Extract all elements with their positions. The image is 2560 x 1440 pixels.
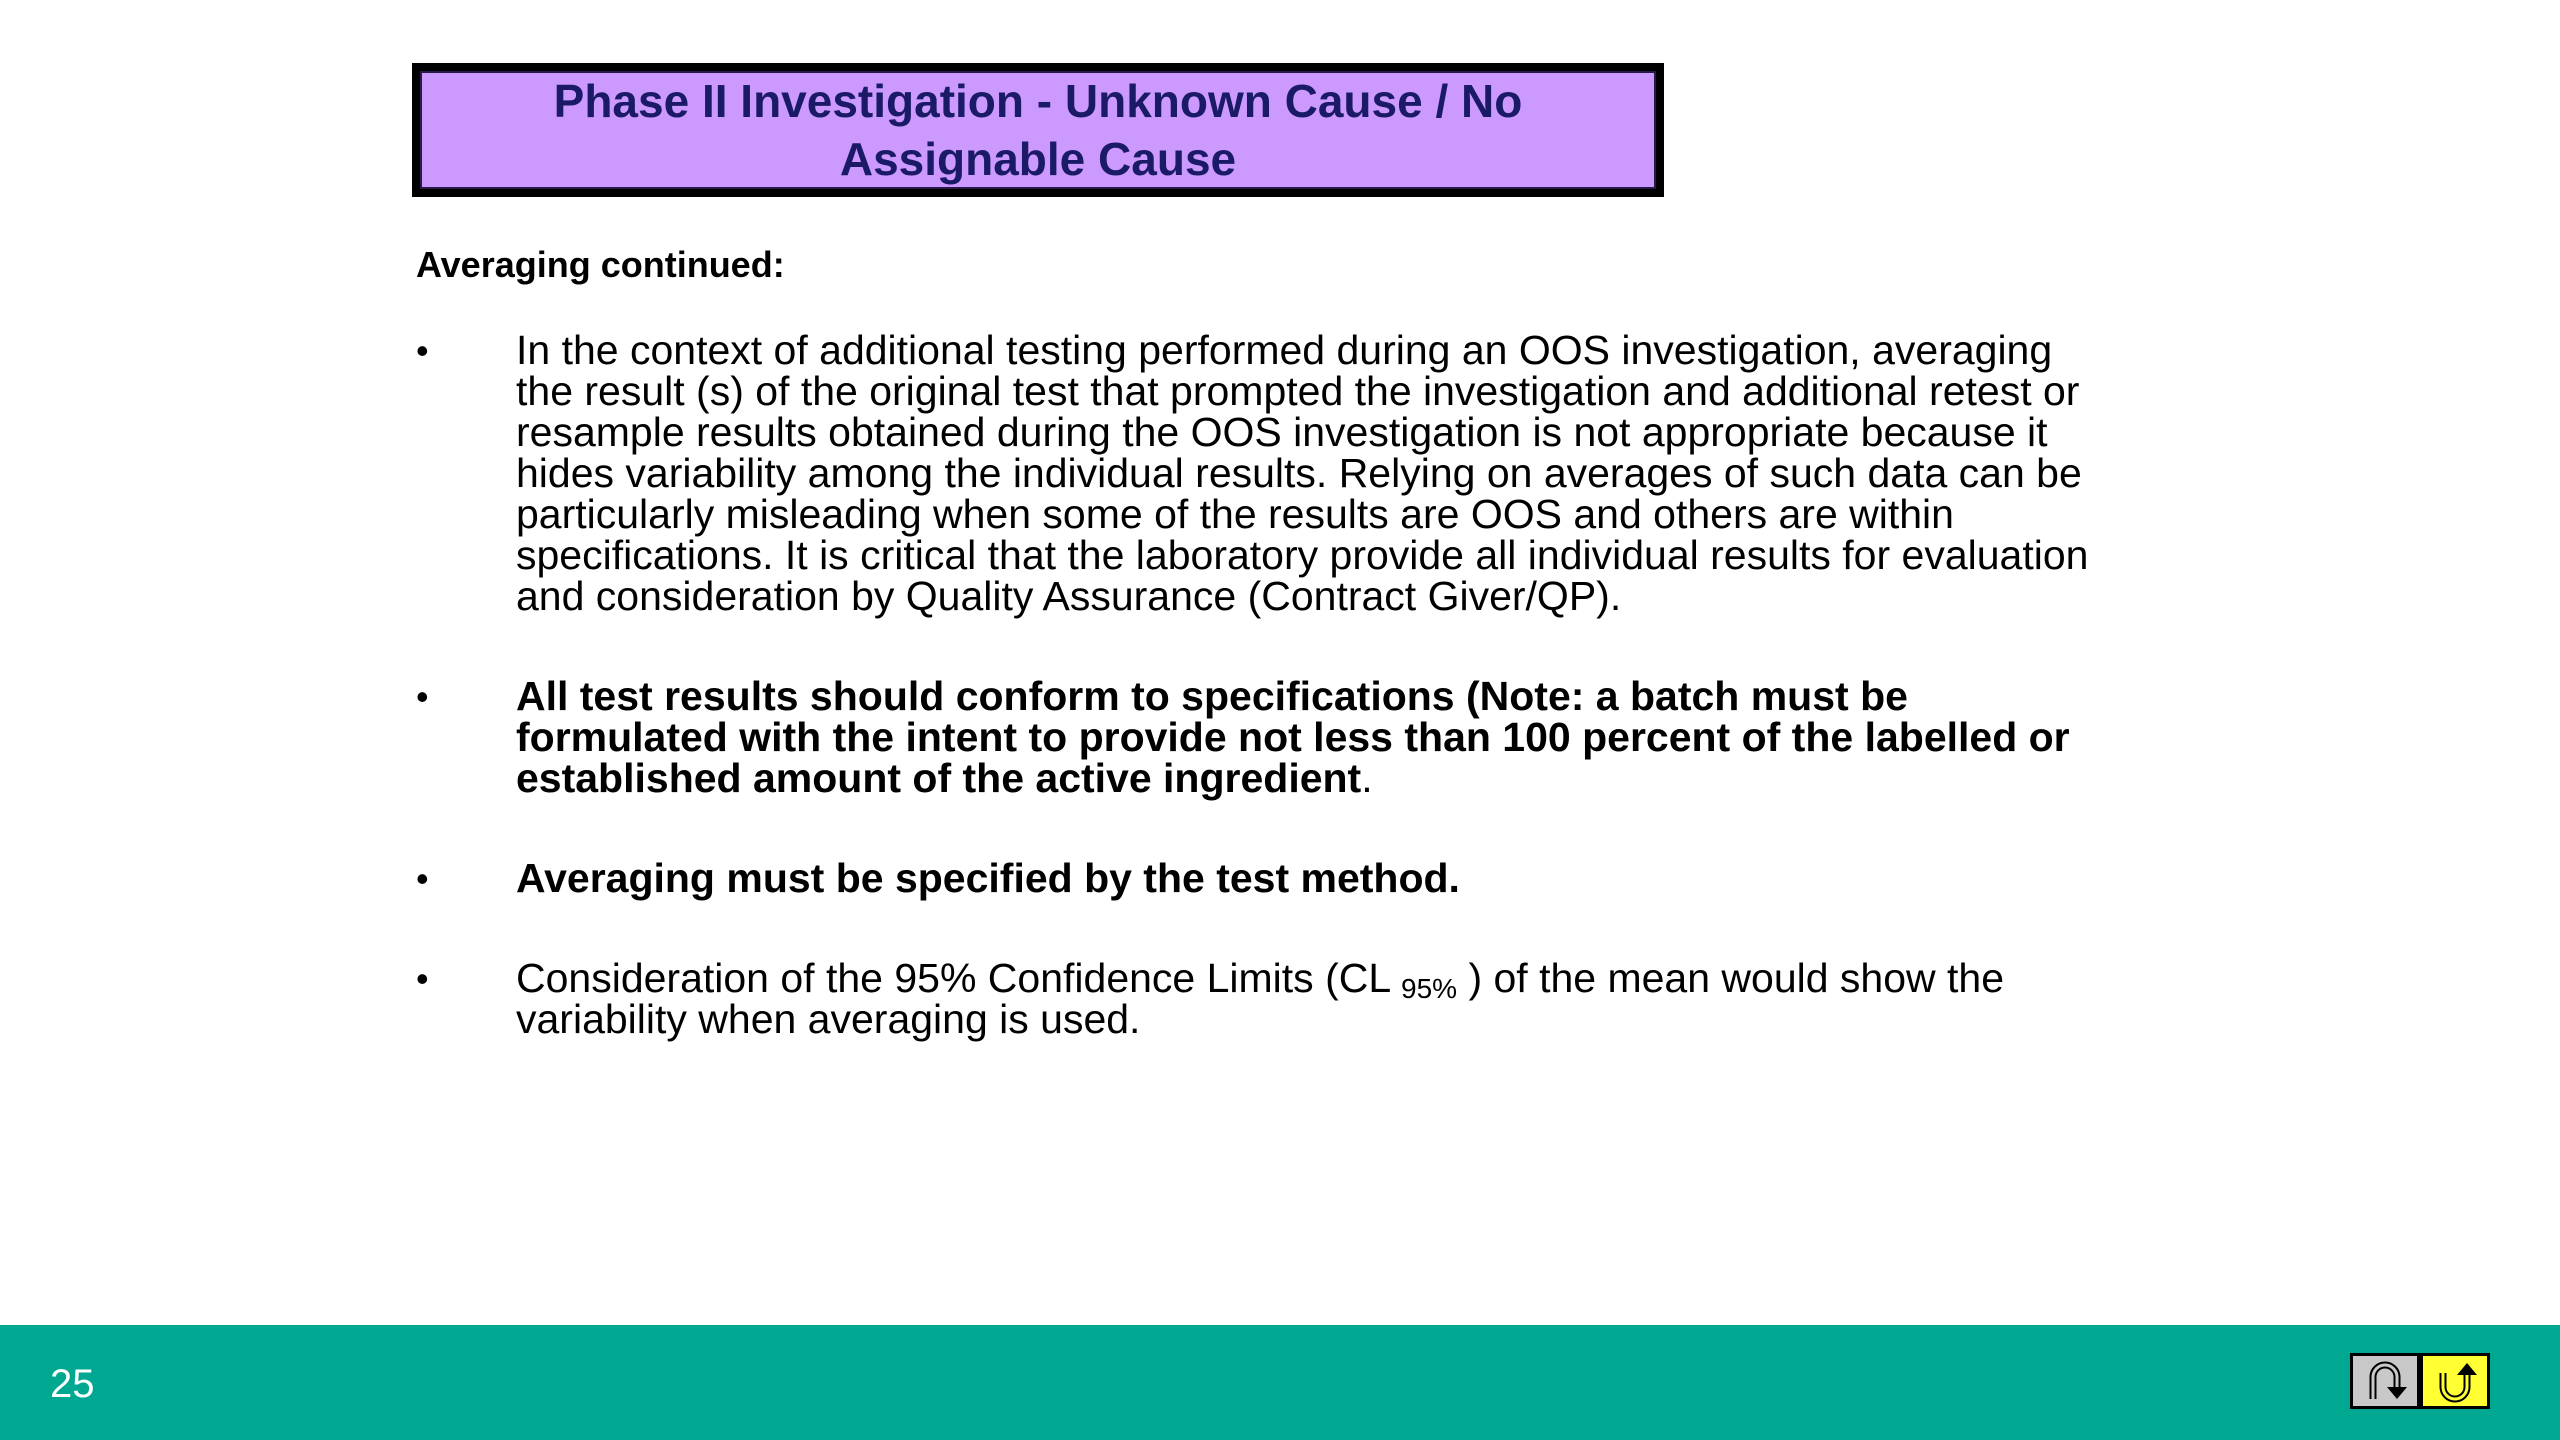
bullet-item (416, 327, 2096, 619)
up-button[interactable] (2420, 1353, 2490, 1409)
bullet-marker: • (416, 676, 429, 717)
back-button[interactable] (2350, 1353, 2420, 1409)
bullet-text: Averaging must be specified by the test method. (516, 855, 1460, 901)
bullet-item (416, 673, 2096, 801)
bullet-marker: • (416, 330, 429, 371)
bullet-item (416, 855, 2096, 901)
bullet-text: In the context of additional testing performed during an OOS investigation, averaging the result (s) of the original test that prompted the investigation and additional retest or resample results obtained during the OOS investigation is not appropriate because it hides variability among the individual results. Relying on averages of such data can be particularly misleading when some of the results are OOS and others are within specifications. It is critical that the laboratory provide all individual results for evaluation and consideration by Quality Assurance (Contract Giver/QP). (516, 327, 2089, 619)
footer-bar (0, 1325, 2560, 1440)
bullet-text-bold: All test results should conform to specifications (Note: a batch must be formulated with the intent to provide not less than 100 percent of the labelled or established amount of the active ingredient (516, 673, 2070, 801)
bullet-item (416, 955, 2096, 1042)
bullet-marker: • (416, 858, 429, 899)
nav-buttons (2350, 1353, 2490, 1409)
slide-title: Phase II Investigation - Unknown Cause / No Assignable Cause (553, 75, 1523, 185)
up-arrow-icon (2431, 1359, 2479, 1403)
bullet-text-after: ) of the mean would show the variability when averaging is used. (516, 955, 2005, 1042)
bullet-text-tail: . (1361, 755, 1373, 801)
bullet-subscript: 95% (1401, 973, 1458, 1004)
bullet-marker: • (416, 958, 429, 999)
bullet-text (516, 673, 2070, 801)
subheading: Averaging continued: (416, 244, 785, 285)
bullet-text-before: Consideration of the 95% Confidence Limits (CL (516, 955, 1402, 1001)
bullet-list (416, 327, 2096, 1099)
title-box (412, 63, 1664, 197)
bullet-text (516, 955, 2004, 1042)
return-arrow-icon (2361, 1359, 2409, 1403)
slide-number: 25 (50, 1362, 95, 1406)
